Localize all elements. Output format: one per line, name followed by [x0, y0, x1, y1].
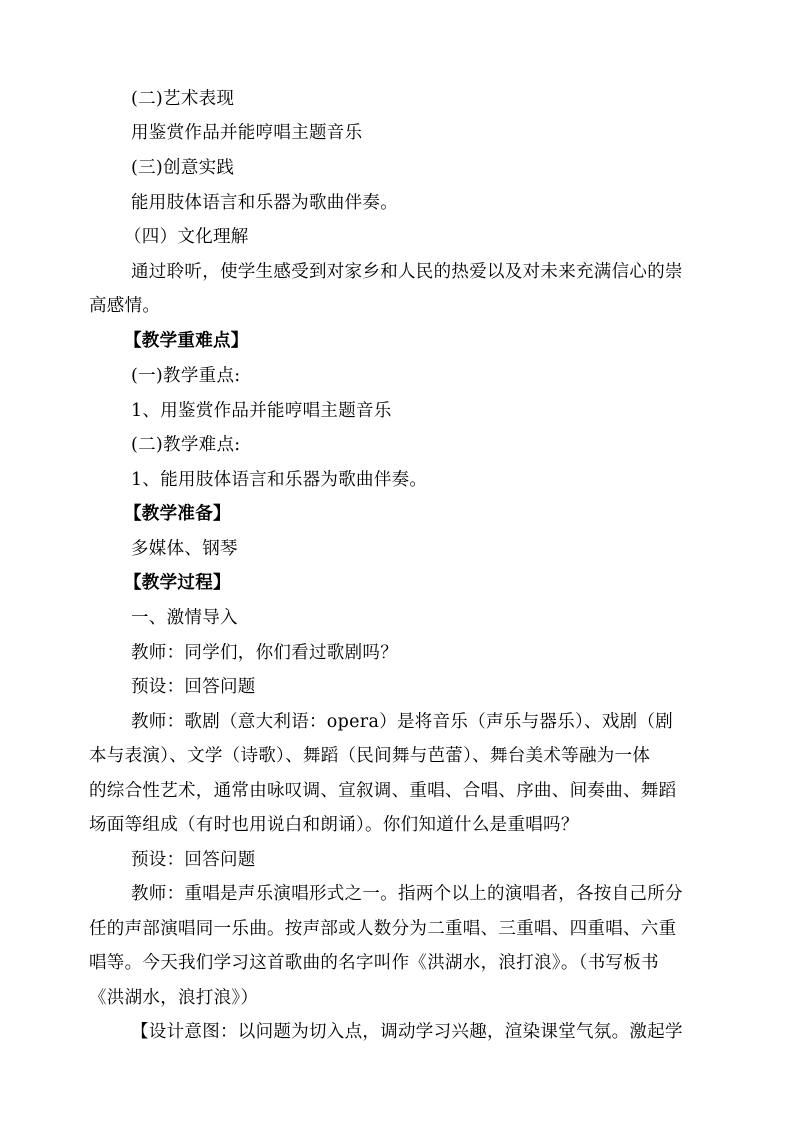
- paragraph-line: 多媒体、钢琴: [131, 539, 238, 559]
- paragraph-line: 能用肢体语言和乐器为歌曲伴奏。: [131, 193, 398, 213]
- paragraph-line: 教师：重唱是声乐演唱形式之一。指两个以上的演唱者，各按自己所分: [131, 884, 683, 904]
- subsection-heading-cultural-understanding: （四）文化理解: [124, 227, 249, 247]
- paragraph-line: 教师：同学们，你们看过歌剧吗？: [131, 643, 398, 663]
- paragraph-line: 预设：回答问题: [131, 850, 256, 870]
- section-heading-process: 【教学过程】: [124, 573, 231, 593]
- paragraph-line: 《洪湖水，浪打浪》）: [89, 988, 259, 1008]
- paragraph-line: 任的声部演唱同一乐曲。按声部或人数分为二重唱、三重唱、四重唱、六重: [89, 919, 677, 939]
- subsection-heading-teaching-focus: (一)教学重点:: [131, 366, 241, 386]
- paragraph-line: 唱等。今天我们学习这首歌曲的名字叫作《洪湖水，浪打浪》。（书写板书: [89, 953, 659, 973]
- section-heading-key-points: 【教学重难点】: [124, 331, 249, 351]
- paragraph-line: 本与表演）、文学（诗歌）、舞蹈（民间舞与芭蕾）、舞台美术等融为一体: [89, 746, 651, 766]
- list-item: 1、能用肢体语言和乐器为歌曲伴奏。: [131, 470, 428, 490]
- subsection-heading-creative-practice: (三)创意实践: [131, 158, 235, 178]
- subsection-heading-introduction: 一、激情导入: [131, 608, 238, 628]
- subsection-heading-art-expression: (二)艺术表现: [131, 89, 235, 109]
- paragraph-line: 教师：歌剧（意大利语：opera）是将音乐（声乐与器乐）、戏剧（剧: [131, 712, 674, 732]
- paragraph-line: 的综合性艺术，通常由咏叹调、宣叙调、重唱、合唱、序曲、间奏曲、舞蹈: [89, 781, 677, 801]
- section-heading-preparation: 【教学准备】: [124, 504, 231, 524]
- subsection-heading-teaching-difficulty: (二)教学难点:: [131, 435, 241, 455]
- paragraph-line: 场面等组成（有时也用说白和朗诵）。你们知道什么是重唱吗？: [89, 815, 579, 835]
- list-item: 1、用鉴赏作品并能哼唱主题音乐: [131, 401, 392, 421]
- paragraph-line: 用鉴赏作品并能哼唱主题音乐: [131, 123, 363, 143]
- paragraph-line: 通过聆听，使学生感受到对家乡和人民的热爱以及对未来充满信心的崇: [131, 262, 683, 282]
- paragraph-line: 高感情。: [89, 296, 161, 316]
- paragraph-line: 预设：回答问题: [131, 677, 256, 697]
- design-intent-line: 【设计意图：以问题为切入点，调动学习兴趣，渲染课堂气氛。激起学: [131, 1022, 683, 1042]
